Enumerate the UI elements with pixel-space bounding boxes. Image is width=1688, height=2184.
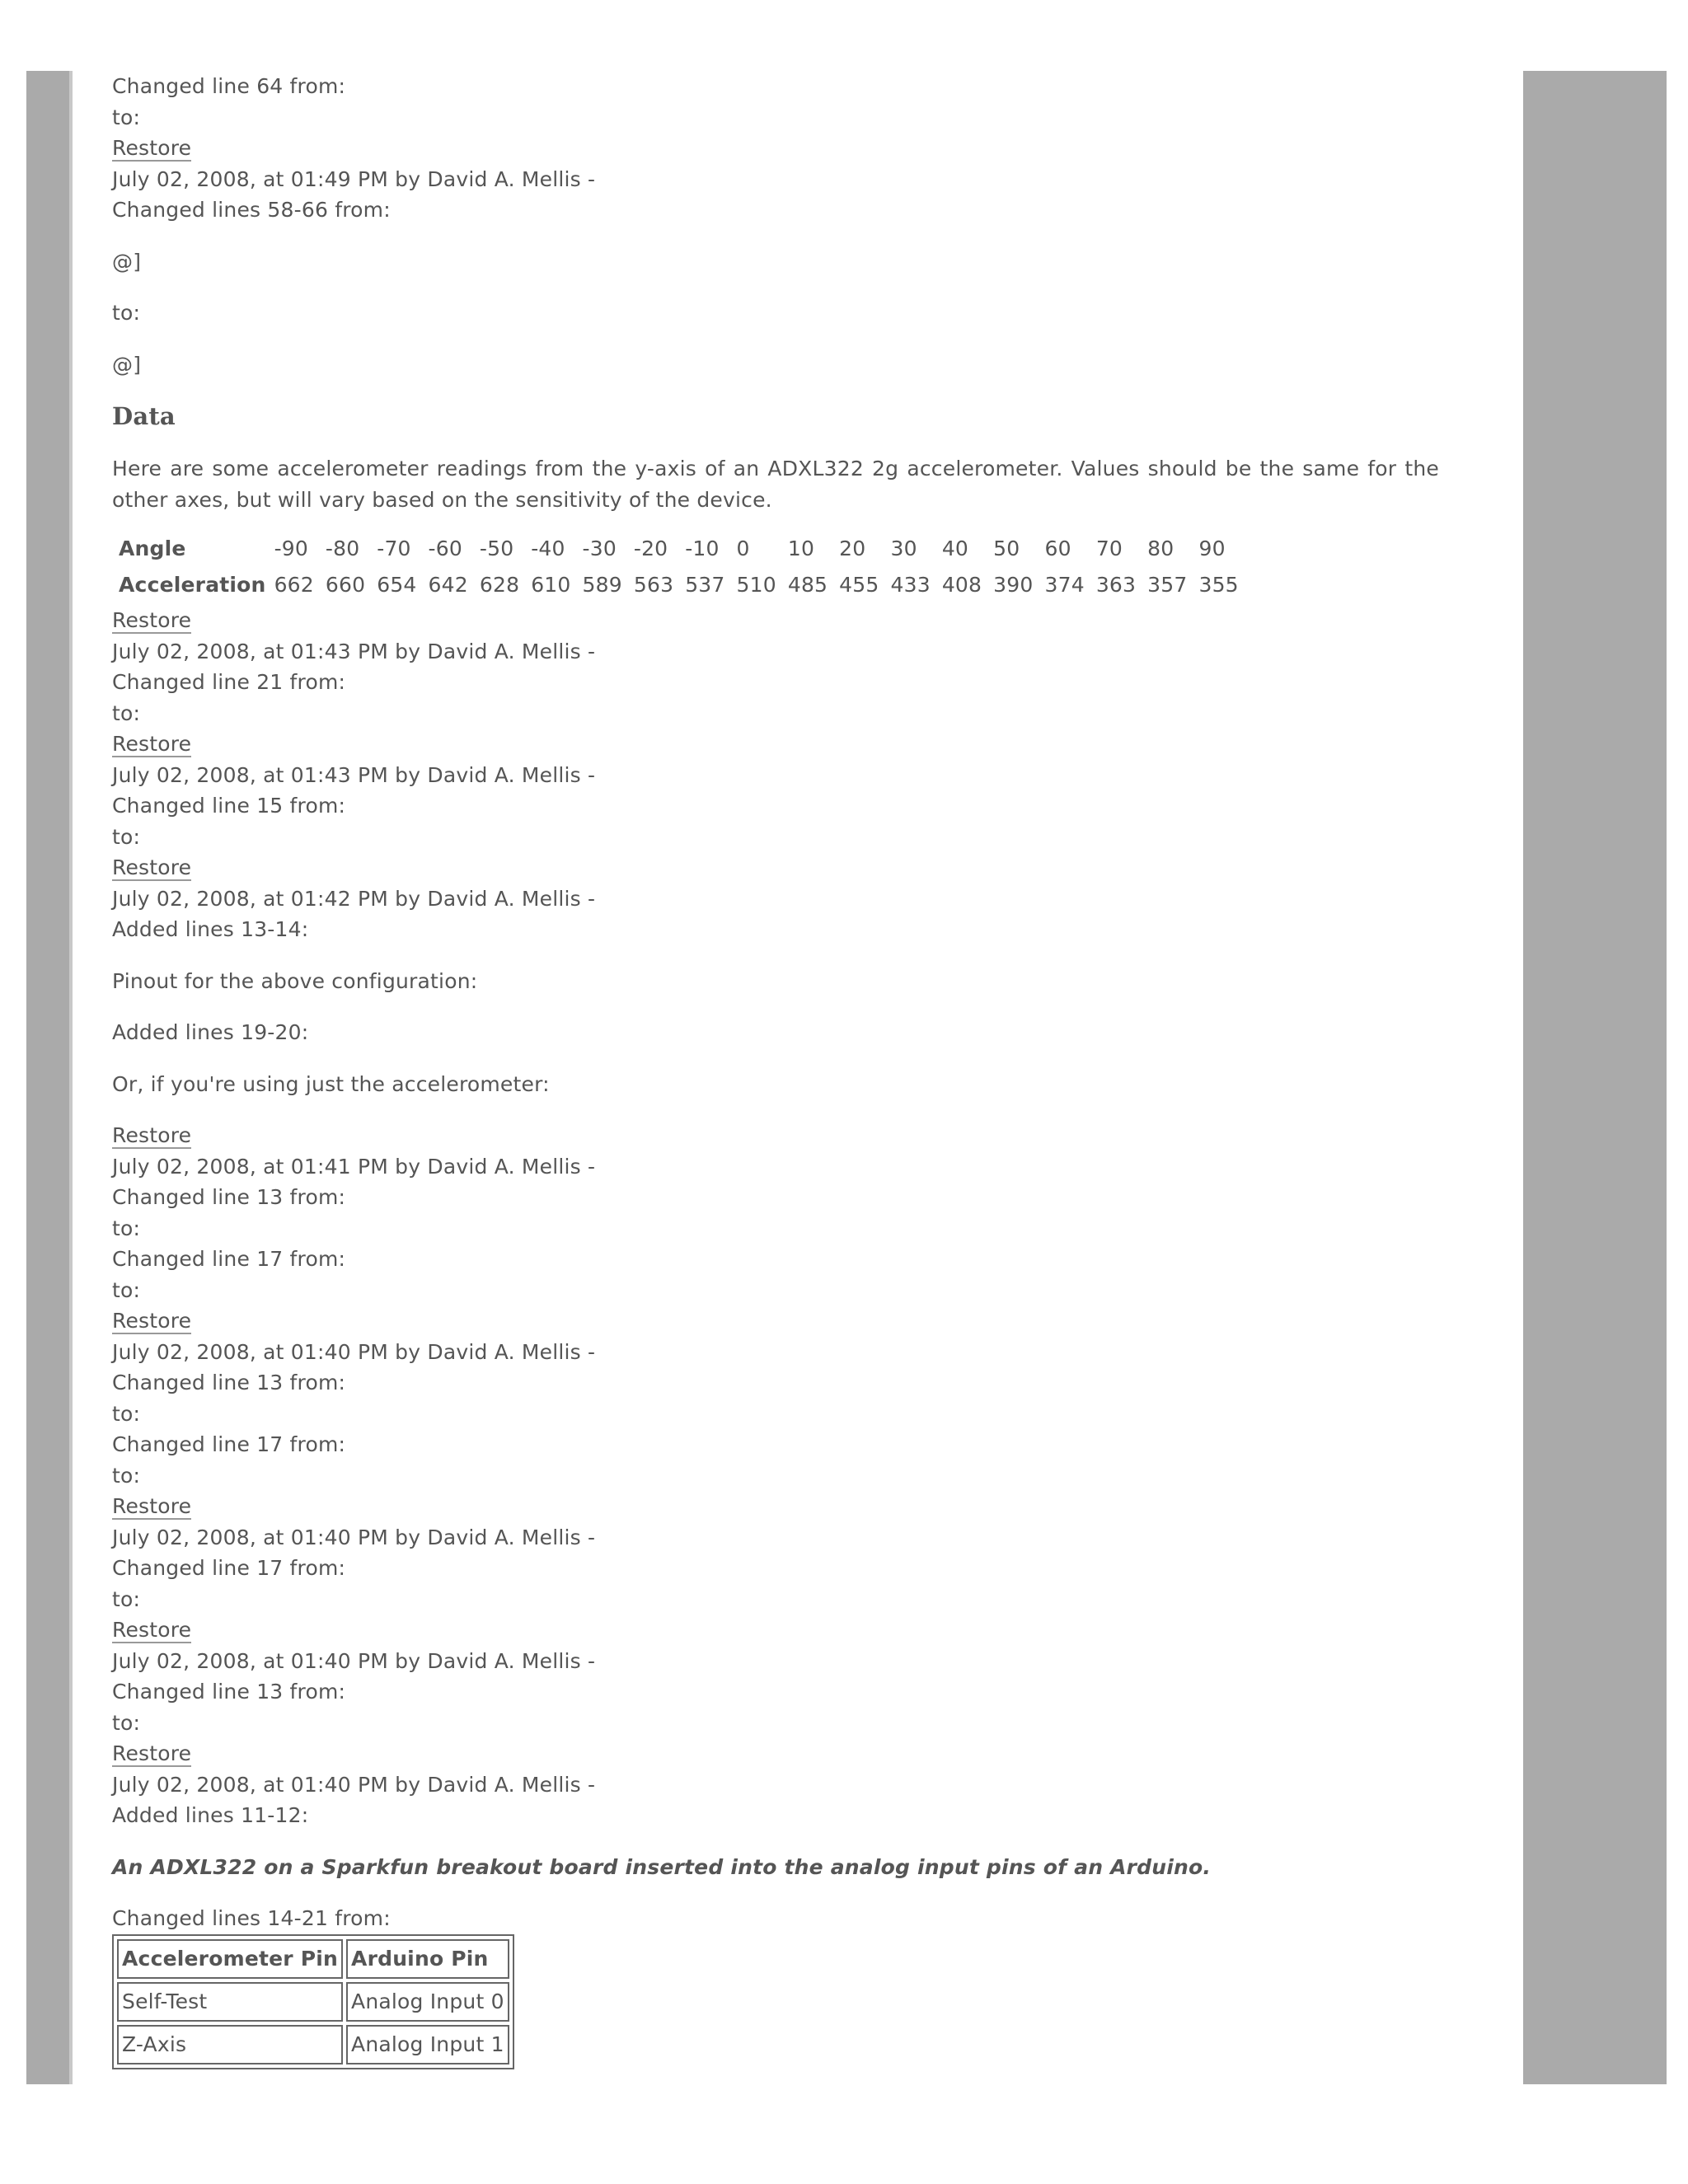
- diff-changed-line: Changed lines 58-66 from:: [112, 198, 391, 222]
- acceleration-row: [117, 569, 1245, 602]
- angle-cell: -20: [633, 537, 668, 560]
- accelerometer-pin-cell: Self-Test: [117, 1982, 343, 2022]
- pin-table-header-row: [117, 1939, 509, 1979]
- arduino-pin-cell: Analog Input 0: [346, 1982, 509, 2022]
- table-row: [117, 2025, 509, 2064]
- diff-code-to: @]: [112, 352, 142, 377]
- diff-to-line: to:: [112, 105, 141, 129]
- diff-changed-line: Changed line 17 from:: [112, 1432, 346, 1456]
- revision-meta: July 02, 2008, at 01:43 PM by David A. Mellis -: [112, 762, 596, 787]
- angle-cell: 40: [941, 537, 969, 560]
- arduino-pin-cell: Analog Input 1: [346, 2025, 509, 2064]
- revision-meta: July 02, 2008, at 01:40 PM by David A. Mellis -: [112, 1772, 596, 1797]
- acceleration-cell: 363: [1095, 573, 1137, 597]
- header-arduino-pin: Arduino Pin: [346, 1939, 509, 1979]
- angle-cell: 0: [736, 537, 750, 560]
- angle-cell: -50: [479, 537, 514, 560]
- acceleration-cell: 355: [1198, 573, 1239, 597]
- revision-meta: July 02, 2008, at 01:40 PM by David A. Mellis -: [112, 1339, 596, 1364]
- acceleration-cell: 485: [787, 573, 828, 597]
- diff-to-line: to:: [112, 1401, 141, 1426]
- revision-meta: July 02, 2008, at 01:40 PM by David A. Mellis -: [112, 1648, 596, 1673]
- restore-link[interactable]: Restore: [112, 1494, 192, 1518]
- angle-cell: -90: [274, 537, 308, 560]
- revision-meta: July 02, 2008, at 01:40 PM by David A. Mellis -: [112, 1525, 596, 1549]
- diff-changed-line: Changed line 13 from:: [112, 1371, 346, 1394]
- revision-meta: July 02, 2008, at 01:49 PM by David A. Mellis -: [112, 166, 596, 191]
- angle-cell: -70: [377, 537, 411, 560]
- acceleration-cell: 662: [274, 573, 314, 597]
- restore-link[interactable]: Restore: [112, 608, 192, 632]
- header-accelerometer-pin: Accelerometer Pin: [117, 1939, 343, 1979]
- restore-link[interactable]: Restore: [112, 732, 192, 756]
- accelerometer-only-text: Or, if you're using just the accelerometer:: [112, 1071, 550, 1096]
- right-sidebar-bar: [1523, 71, 1667, 2084]
- table-row: [117, 1982, 509, 2022]
- revision-meta: July 02, 2008, at 01:43 PM by David A. Mellis -: [112, 639, 596, 663]
- diff-added-line: Added lines 13-14:: [112, 917, 309, 941]
- acceleration-cell: 357: [1147, 573, 1188, 597]
- angle-cell: -80: [325, 537, 360, 560]
- diff-changed-line: Changed line 64 from:: [112, 74, 346, 98]
- page-frame: [26, 71, 1667, 2084]
- left-sidebar-bar: [26, 71, 69, 2084]
- acceleration-cell: 433: [890, 573, 931, 597]
- restore-link[interactable]: Restore: [112, 1123, 192, 1147]
- angle-cell: -60: [428, 537, 462, 560]
- angle-cell: 60: [1044, 537, 1071, 560]
- restore-link[interactable]: Restore: [112, 1309, 192, 1333]
- diff-changed-line: Changed line 17 from:: [112, 1247, 346, 1271]
- acceleration-cell: 642: [428, 573, 468, 597]
- restore-link[interactable]: Restore: [112, 855, 192, 879]
- acceleration-cell: 374: [1044, 573, 1085, 597]
- acceleration-cell: 660: [325, 573, 366, 597]
- photo-caption: An ADXL322 on a Sparkfun breakout board inserted into the analog input pins of an Arduino.: [112, 1854, 1212, 1879]
- restore-link[interactable]: Restore: [112, 1618, 192, 1642]
- acceleration-cell: 654: [377, 573, 417, 597]
- diff-to-line: to:: [112, 701, 141, 725]
- diff-to-line: to:: [112, 1216, 141, 1240]
- acceleration-cell: 628: [479, 573, 520, 597]
- diff-changed-line: Changed line 13 from:: [112, 1680, 346, 1704]
- acceleration-cell: 455: [839, 573, 879, 597]
- revision-meta: July 02, 2008, at 01:41 PM by David A. Mellis -: [112, 1154, 596, 1179]
- acceleration-cell: 537: [685, 573, 725, 597]
- angle-cell: 30: [890, 537, 917, 560]
- pinout-text: Pinout for the above configuration:: [112, 968, 478, 993]
- angle-cell: 20: [839, 537, 866, 560]
- diff-added-line: Added lines 11-12:: [112, 1803, 309, 1827]
- diff-to-line: to:: [112, 1277, 141, 1302]
- acceleration-row-header: Acceleration: [119, 573, 266, 597]
- diff-to-line: to:: [112, 1710, 141, 1735]
- angle-cell: 90: [1198, 537, 1226, 560]
- restore-link[interactable]: Restore: [112, 1741, 192, 1765]
- acceleration-cell: 563: [633, 573, 674, 597]
- diff-changed-line: Changed line 13 from:: [112, 1185, 346, 1209]
- angle-cell: 10: [787, 537, 815, 560]
- angle-cell: -30: [582, 537, 617, 560]
- acceleration-cell: 510: [736, 573, 776, 597]
- diff-changed-line: Changed line 21 from:: [112, 670, 346, 694]
- section-heading-data: Data: [112, 402, 176, 430]
- diff-changed-line: Changed line 15 from:: [112, 794, 346, 818]
- pin-mapping-table: [112, 1934, 514, 2069]
- diff-to-line: to:: [112, 1586, 141, 1611]
- acceleration-cell: 589: [582, 573, 622, 597]
- angle-cell: 50: [993, 537, 1020, 560]
- acceleration-cell: 610: [531, 573, 571, 597]
- angle-cell: 80: [1147, 537, 1175, 560]
- accelerometer-pin-cell: Z-Axis: [117, 2025, 343, 2064]
- diff-changed-line: Changed line 17 from:: [112, 1556, 346, 1580]
- acceleration-cell: 408: [941, 573, 982, 597]
- diff-to-line: to:: [112, 1463, 141, 1488]
- page-history-content: [112, 71, 1447, 2069]
- angle-cell: -10: [685, 537, 720, 560]
- diff-to-line: to:: [112, 301, 141, 325]
- acceleration-cell: 390: [993, 573, 1034, 597]
- diff-code-from: @]: [112, 249, 142, 274]
- angle-cell: -40: [531, 537, 565, 560]
- angle-row: [117, 532, 1245, 565]
- data-description-paragraph: Here are some accelerometer readings from the y-axis of an ADXL322 2g accelerometer. Values should be the same for the other axes, but will vary based on the sensitivity of the device.: [112, 457, 1439, 512]
- angle-row-header: Angle: [119, 537, 186, 560]
- restore-link[interactable]: Restore: [112, 136, 192, 160]
- diff-added-line: Added lines 19-20:: [112, 1020, 309, 1044]
- left-sidebar-edge: [69, 71, 73, 2084]
- diff-changed-line: Changed lines 14-21 from:: [112, 1906, 391, 1930]
- angle-cell: 70: [1095, 537, 1123, 560]
- revision-meta: July 02, 2008, at 01:42 PM by David A. Mellis -: [112, 886, 596, 911]
- diff-to-line: to:: [112, 824, 141, 849]
- accelerometer-readings-table: [114, 529, 1249, 605]
